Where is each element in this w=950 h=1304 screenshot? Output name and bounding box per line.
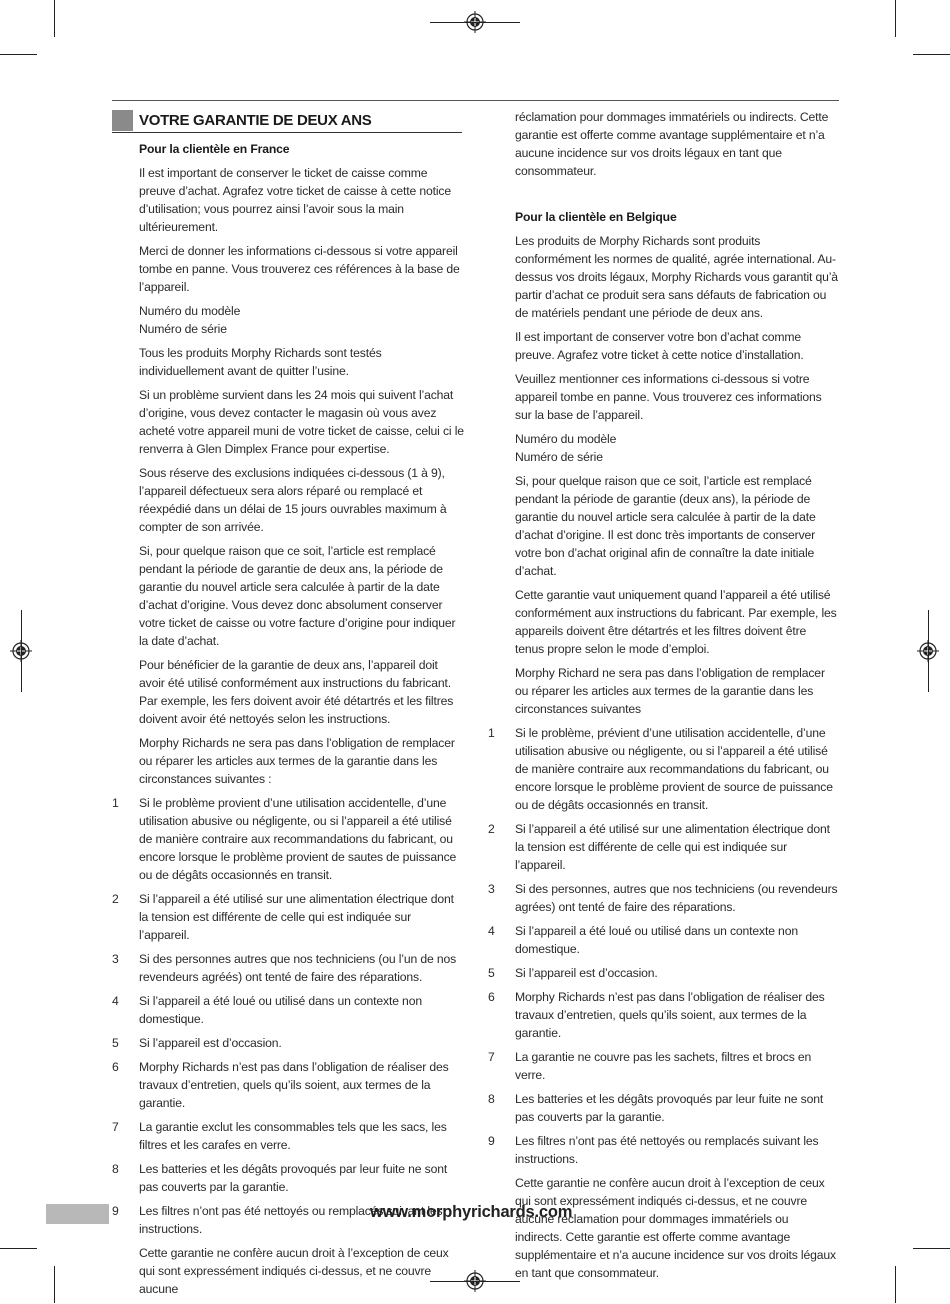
paragraph: Veuillez mentionner ces informations ci-dessous si votre appareil tombe en panne. Vous trouverez ces informations sur la base de l’appareil. (515, 372, 822, 422)
list-item (112, 1118, 464, 1154)
list-text: La garantie ne couvre pas les sachets, filtres et brocs en verre. (515, 1050, 812, 1082)
header-rule (112, 100, 839, 101)
paragraph: Si, pour quelque raison que ce soit, l’article est remplacé pendant la période de garantie (deux ans), la période de garantie du nouvel article sera calculée à partir de la date d’achat d’origine. Il est donc très importants de conserver votre bon d’achat original afin de connaître la date initiale d’achat. (515, 474, 816, 578)
crop-mark-top-left (54, 0, 55, 37)
list-text: Si des personnes, autres que nos techniciens (ou revendeurs agrées) ont tenté de faire des réparations. (515, 882, 838, 914)
list-item (488, 1048, 838, 1084)
paragraph: Morphy Richard ne sera pas dans l’obligation de remplacer ou réparer les articles aux termes de la garantie dans les circonstances suivantes (515, 666, 825, 716)
list-text: Les filtres n’ont pas été nettoyés ou remplacés suivant les instructions. (515, 1134, 819, 1166)
list-text: Morphy Richards n’est pas dans l’obligation de réaliser des travaux d’entretien, quels qu’ils soient, aux termes de la garantie. (139, 1060, 449, 1110)
list-number: 5 (112, 1036, 119, 1050)
footer-url: www.morphyrichards.com (370, 1203, 573, 1221)
paragraph: Morphy Richards ne sera pas dans l’obligation de remplacer ou réparer les articles aux termes de la garantie dans les circonstances suivantes : (139, 736, 455, 786)
list-text: Morphy Richards n’est pas dans l’obligation de réaliser des travaux d’entretien, quels qu’ils soient, aux termes de la garantie. (515, 990, 825, 1040)
list-item (488, 724, 838, 814)
list-number: 7 (488, 1050, 495, 1064)
list-number: 7 (112, 1120, 119, 1134)
list-item (112, 890, 464, 944)
belgium-heading: Pour la clientèle en Belgique (515, 210, 677, 224)
list-item (488, 988, 838, 1042)
crop-mark-bottom-right (895, 1266, 896, 1303)
list-text: La garantie exclut les consommables tels que les sacs, les filtres et les carafes en verre. (139, 1120, 447, 1152)
list-number: 8 (488, 1092, 495, 1106)
list-number: 6 (488, 990, 495, 1004)
list-item (488, 964, 838, 982)
paragraph: Sous réserve des exclusions indiquées ci-dessous (1 à 9), l’appareil défectueux sera alors réparé ou remplacé et réexpédié dans un délai de 15 jours ouvrables maximum à compter de son arrivée. (139, 466, 447, 534)
list-number: 8 (112, 1162, 119, 1176)
list-number: 4 (488, 924, 495, 938)
paragraph: Il est important de conserver le ticket de caisse comme preuve d’achat. Agrafez votre ticket de caisse à cette notice d’utilisation; vous pourrez ainsi l’avoir sous la main ultérieurement. (139, 166, 451, 234)
list-item (112, 794, 464, 884)
list-text: Si le problème provient d’une utilisation accidentelle, d’une utilisation abusive ou négligente, ou si l’appareil a été utilisé de manière contraire aux recommandations du fabricant, ou encore lorsque le problème provient de sautes de puissance ou de dégâts occasionnés en transit. (139, 796, 457, 882)
continued-paragraph: réclamation pour dommages immatériels ou indirects. Cette garantie est offerte comme avantage supplémentaire et n’a aucune incidence sur vos droits légaux en tant que consommateur. (515, 110, 829, 178)
paragraph: Il est important de conserver votre bon d’achat comme preuve. Agrafez votre ticket à cette notice d’installation. (515, 330, 804, 362)
paragraph: Si, pour quelque raison que ce soit, l’article est remplacé pendant la période de garantie de deux ans, la période de garantie du nouvel article sera calculée à partir de la date d’achat d’origine. Vous devez donc absolument conserver votre ticket de caisse ou votre facture d’origine pour indiquer la date d’achat. (139, 544, 456, 648)
serial-number-label: Numéro de série (139, 322, 227, 336)
section-title-row (112, 110, 462, 133)
list-item (112, 1160, 464, 1196)
list-number: 2 (112, 892, 119, 906)
crop-mark-top-left (0, 54, 37, 55)
paragraph: Si un problème survient dans les 24 mois qui suivent l’achat d’origine, vous devez contacter le magasin où vous avez acheté votre appareil muni de votre ticket de caisse, celui ci le renverra à Glen Dimplex France pour expertise. (139, 388, 464, 456)
list-number: 1 (112, 796, 119, 810)
list-text: Si l’appareil a été loué ou utilisé dans un contexte non domestique. (139, 994, 422, 1026)
model-number-label: Numéro du modèle (139, 304, 241, 318)
list-number: 9 (488, 1134, 495, 1148)
registration-line (928, 610, 929, 692)
crop-mark-top-right (895, 0, 896, 37)
list-text: Si des personnes autres que nos techniciens (ou l’un de nos revendeurs agréés) ont tenté de faire des réparations. (139, 952, 457, 984)
list-number: 6 (112, 1060, 119, 1074)
list-number: 3 (112, 952, 119, 966)
list-text: Si l’appareil a été utilisé sur une alimentation électrique dont la tension est différente de celle qui est indiquée sur l’appareil. (515, 822, 830, 872)
list-number: 4 (112, 994, 119, 1008)
list-text: Les batteries et les dégâts provoqués par leur fuite ne sont pas couverts par la garantie. (515, 1092, 824, 1124)
crop-mark-top-right (913, 54, 950, 55)
paragraph: Merci de donner les informations ci-dessous si votre appareil tombe en panne. Vous trouverez ces références à la base de l’appareil. (139, 244, 460, 294)
list-item (112, 992, 464, 1028)
list-number: 3 (488, 882, 495, 896)
closing-paragraph: Cette garantie ne confère aucun droit à l’exception de ceux qui sont expressément indiqués ci-dessus, et ne couvre aucune réclamation pour dommages immatériels ou indirects. Cette garantie est offerte comme avantage supplémentaire et n’a aucune incidence sur vos droits légaux en tant que consommateur. (515, 1176, 836, 1280)
right-text-flow (488, 108, 838, 1288)
crop-mark-bottom-right (913, 1248, 950, 1249)
list-item (112, 1058, 464, 1112)
list-item (488, 820, 838, 874)
model-number-label: Numéro du modèle (515, 432, 617, 446)
title-marker (112, 110, 133, 131)
list-number: 9 (112, 1204, 119, 1218)
list-text: Si l’appareil a été loué ou utilisé dans un contexte non domestique. (515, 924, 798, 956)
list-item (488, 1132, 838, 1168)
list-number: 5 (488, 966, 495, 980)
list-text: Les batteries et les dégâts provoqués par leur fuite ne sont pas couverts par la garantie. (139, 1162, 448, 1194)
paragraph: Cette garantie vaut uniquement quand l’appareil a été utilisé conformément aux instructions du fabricant. Par exemple, les appareils doivent être détartrés et les filtres doivent être tenus propre selon le mode d’emploi. (515, 588, 837, 656)
list-text: Les filtres n’ont pas été nettoyés ou remplacés suivant les instructions. (139, 1204, 443, 1236)
crop-mark-bottom-left (0, 1248, 37, 1249)
serial-number-label: Numéro de série (515, 450, 603, 464)
registration-line (21, 610, 22, 692)
left-text-flow (112, 140, 464, 1304)
page-title: VOTRE GARANTIE DE DEUX ANS (139, 112, 372, 129)
paragraph: Tous les produits Morphy Richards sont testés individuellement avant de quitter l’usine. (139, 346, 382, 378)
paragraph: Pour bénéficier de la garantie de deux ans, l’appareil doit avoir été utilisé conformément aux instructions du fabricant. Par exemple, les fers doivent avoir été détartrés et les filtres doivent avoir été nettoyés selon les instructions. (139, 658, 454, 726)
list-number: 1 (488, 726, 495, 740)
crop-mark-bottom-left (54, 1266, 55, 1303)
france-heading: Pour la clientèle en France (139, 142, 290, 156)
list-text: Si l’appareil est d’occasion. (515, 966, 658, 980)
list-text: Si l’appareil est d’occasion. (139, 1036, 282, 1050)
list-item (488, 1090, 838, 1126)
closing-paragraph: Cette garantie ne confère aucun droit à l’exception de ceux qui sont expressément indiqués ci-dessus, et ne couvre aucune (139, 1246, 449, 1296)
list-item (488, 880, 838, 916)
list-number: 2 (488, 822, 495, 836)
list-text: Si l’appareil a été utilisé sur une alimentation électrique dont la tension est différente de celle qui est indiquée sur l’appareil. (139, 892, 454, 942)
paragraph: Les produits de Morphy Richards sont produits conformément les normes de qualité, agrée international. Au-dessus vos droits légaux, Morphy Richards vous garantit qu’à partir d’achat ce produit sera sans défauts de fabrication ou de matériels pendant une période de deux ans. (515, 234, 838, 320)
list-item (112, 1034, 464, 1052)
list-item (112, 950, 464, 986)
list-item (488, 922, 838, 958)
page-number-box (46, 1204, 109, 1224)
registration-line (430, 22, 520, 23)
list-text: Si le problème, prévient d’une utilisation accidentelle, d’une utilisation abusive ou négligente, ou si l’appareil a été utilisé de manière contraire aux recommandations du fabricant, ou encore lorsque le problème provient de source de puissance ou de dégâts occasionnés en transit. (515, 726, 833, 812)
